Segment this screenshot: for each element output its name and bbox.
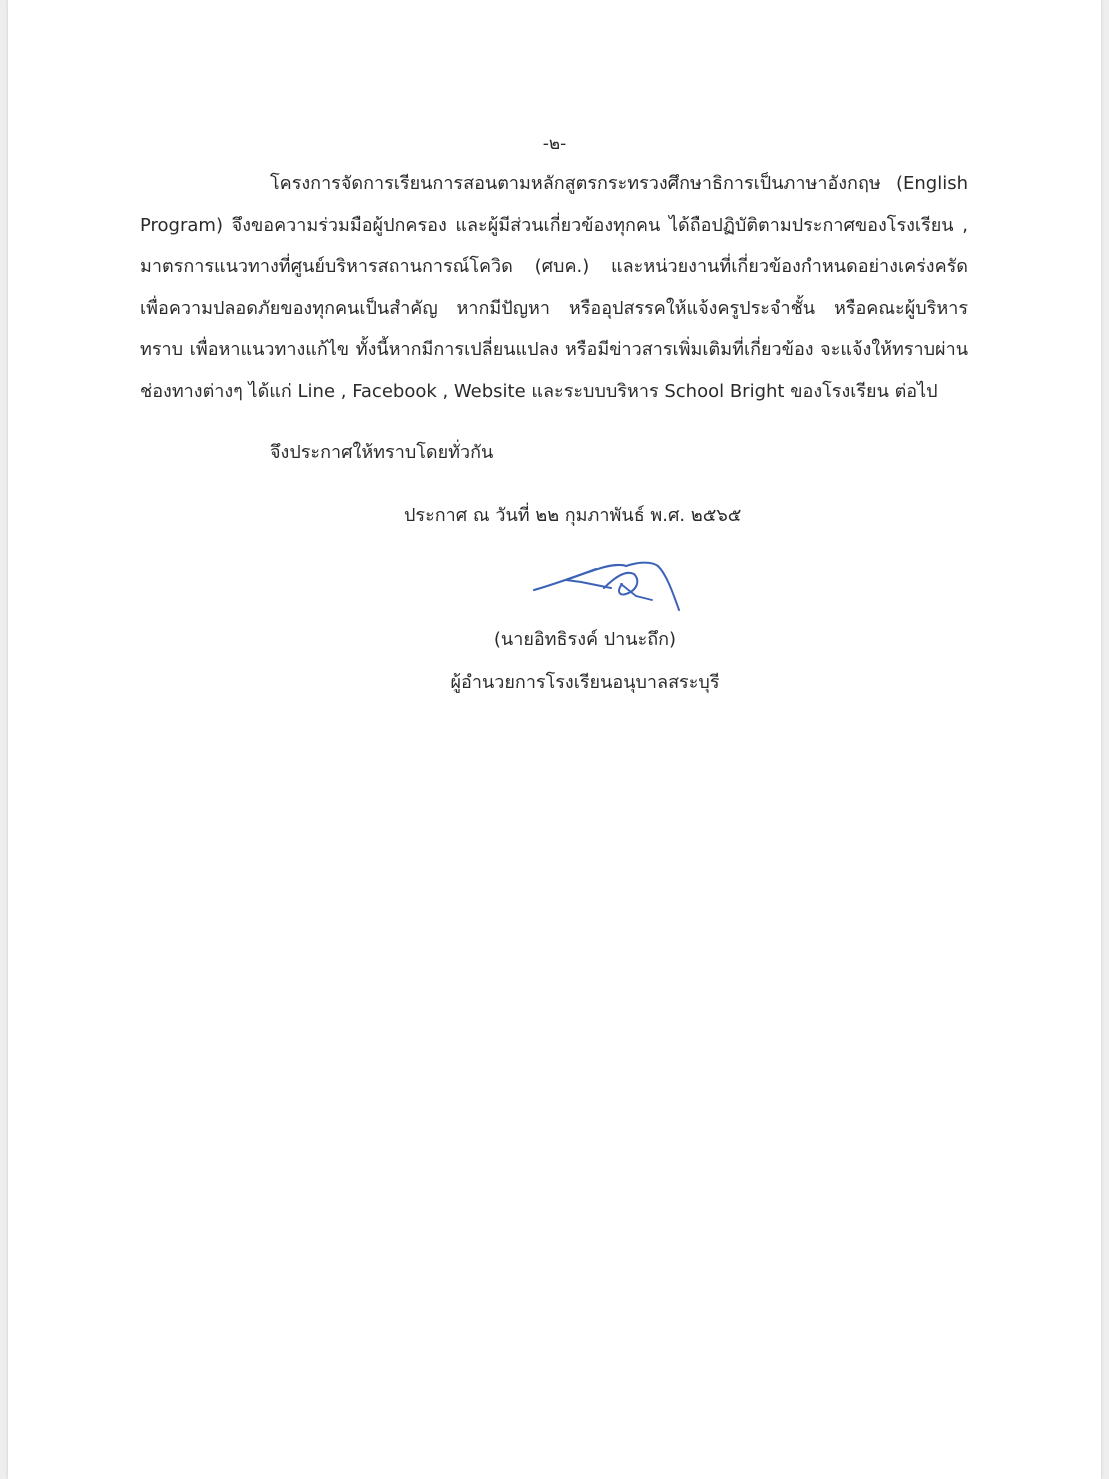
paragraph-line-1: โครงการจัดการเรียนการสอนตามหลักสูตรกระทรวงศึกษาธิการเป็นภาษาอังกฤษ (English [270, 173, 968, 194]
closing-statement: จึงประกาศให้ทราบโดยทั่วกัน [270, 442, 494, 463]
paragraph-line-4: เพื่อความปลอดภัยของทุกคนเป็นสำคัญ หากมีปัญหา หรืออุปสรรคให้แจ้งครูประจำชั้น หรือคณะผู้บริหาร [140, 298, 968, 319]
paragraph-line-6: ช่องทางต่างๆ ได้แก่ Line , Facebook , Website และระบบบริหาร School Bright ของโรงเรียน ต่อไป [140, 381, 938, 402]
signature-image [526, 556, 686, 616]
paragraph-line-3: มาตรการแนวทางที่ศูนย์บริหารสถานการณ์โควิด (ศบค.) และหน่วยงานที่เกี่ยวข้องกำหนดอย่างเคร่งครัด [140, 256, 968, 277]
signatory-title: ผู้อำนวยการโรงเรียนอนุบาลสระบุรี [450, 672, 720, 693]
paragraph-line-2: Program) จึงขอความร่วมมือผู้ปกครอง และผู้มีส่วนเกี่ยวข้องทุกคน ได้ถือปฏิบัติตามประกาศของโรงเรียน , [140, 215, 968, 236]
paragraph-line-5: ทราบ เพื่อหาแนวทางแก้ไข ทั้งนี้หากมีการเปลี่ยนแปลง หรือมีข่าวสารเพิ่มเติมที่เกี่ยวข้อง จะแจ้งให้ทราบผ่าน [140, 339, 968, 360]
signatory-name: (นายอิทธิรงค์ ปานะถึก) [493, 629, 677, 650]
page-number: -๒- [542, 134, 567, 154]
announcement-date: ประกาศ ณ วันที่ ๒๒ กุมภาพันธ์ พ.ศ. ๒๕๖๕ [404, 505, 742, 526]
